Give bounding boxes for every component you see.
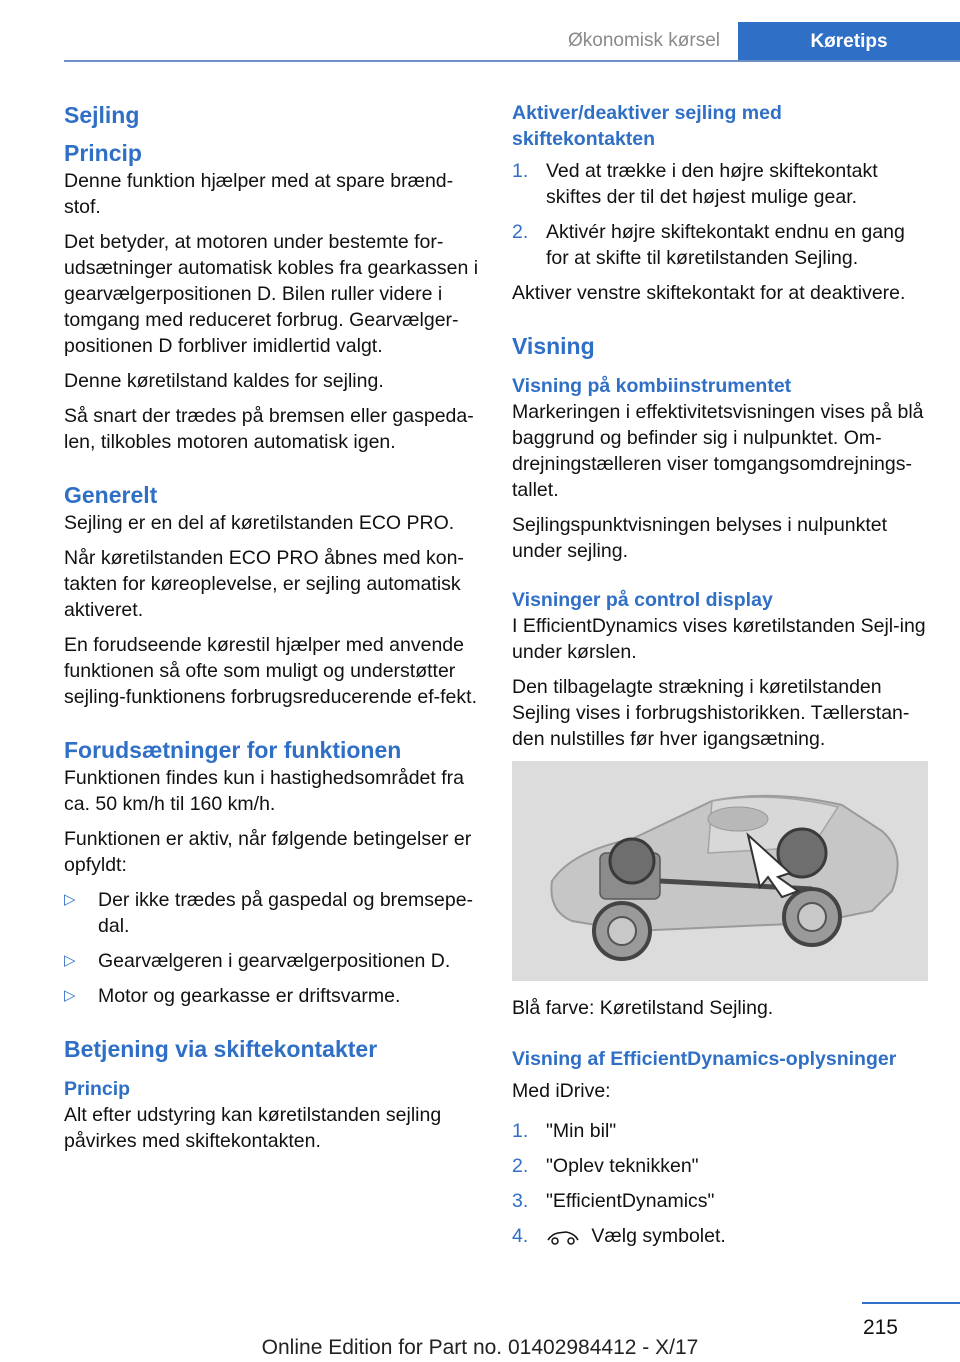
paragraph: Det betyder, at motoren under bestemte for-udsætninger automatisk kobles fra gearkassen i gearvælgerpositionen D. Bilen ruller videre i tomgang med reduceret forbrug. Gearvælger-positionen D forbliver imidlertid valgt. — [64, 231, 479, 357]
paragraph: Aktiver venstre skiftekontakt for at deaktivere. — [512, 282, 906, 304]
control-display-heading: Visninger på control display — [512, 589, 773, 611]
activation-steps — [512, 158, 928, 271]
paragraph: Alt efter udstyring kan køretilstanden sejling påvirkes med skiftekontakten. — [64, 1104, 442, 1152]
paragraph: Den tilbagelagte strækning i køretilstanden Sejling vises i forbrugshistorikken. Tællerstan-den nulstilles før hver igangsætning. — [512, 676, 910, 750]
list-item: 3. "EfficientDynamics" — [512, 1190, 715, 1212]
idrive-steps — [512, 1118, 928, 1249]
left-column — [64, 100, 480, 1163]
paragraph: Funktionen findes kun i hastighedsområdet fra ca. 50 km/h til 160 km/h. — [64, 767, 464, 815]
triangle-bullet-icon: ▷ — [64, 891, 76, 908]
page-header — [0, 0, 960, 62]
betjening-heading: Betjening via skiftekontakter — [64, 1036, 378, 1062]
section-title: Sejling — [64, 102, 140, 128]
edition-footer: Online Edition for Part no. 01402984412 - X/17 — [261, 1336, 699, 1359]
chapter-tab: Køretips — [738, 22, 960, 62]
paragraph: Funktionen er aktiv, når følgende betingelser er opfyldt: — [64, 828, 472, 876]
paragraph: Så snart der trædes på bremsen eller gaspeda-len, tilkobles motoren automatisk igen. — [64, 405, 474, 453]
footer-rule — [862, 1302, 960, 1304]
conditions-list — [64, 887, 480, 1009]
visning-heading: Visning — [512, 333, 595, 359]
header-rule — [64, 60, 960, 62]
kombi-heading: Visning på kombiinstrumentet — [512, 375, 792, 397]
list-item: ▷ Der ikke trædes på gaspedal og bremsepe-dal. — [64, 889, 474, 937]
paragraph: Med iDrive: — [512, 1080, 611, 1102]
efficientdynamics-heading: Visning af EfficientDynamics-oplysninger — [512, 1048, 897, 1070]
paragraph: Sejling er en del af køretilstanden ECO PRO. — [64, 512, 455, 534]
car-drivetrain-illustration — [512, 761, 928, 981]
triangle-bullet-icon: ▷ — [64, 952, 76, 969]
list-item: 1. "Min bil" — [512, 1120, 617, 1142]
page-number: 215 — [862, 1316, 898, 1339]
paragraph: En forudseende kørestil hjælper med anvende funktionen så ofte som muligt og understøtter sejling-funktionens forbrugsreducerende ef-fekt. — [64, 634, 477, 708]
forudsaetninger-heading: Forudsætninger for funktionen — [64, 737, 402, 763]
paragraph: Denne køretilstand kaldes for sejling. — [64, 370, 384, 392]
paragraph: I EfficientDynamics vises køretilstanden Sejl-ing under kørslen. — [512, 615, 926, 663]
list-item: 2. "Oplev teknikken" — [512, 1155, 699, 1177]
paragraph: Når køretilstanden ECO PRO åbnes med kon-takten for køreoplevelse, er sejling automatisk aktiveret. — [64, 547, 464, 621]
betjening-subheading: Princip — [64, 1078, 131, 1100]
right-column — [512, 100, 928, 1258]
list-item: 1. Ved at trække i den højre skiftekontakt skiftes der til det højest mulige gear. — [512, 160, 878, 208]
car-coasting-icon — [546, 1228, 580, 1246]
paragraph: Markeringen i effektivitetsvisningen vises på blå baggrund og befinder sig i nulpunktet. Om-drejningstælleren viser tomgangsomdrejnings-tallet. — [512, 401, 924, 501]
paragraph: Sejlingspunktvisningen belyses i nulpunktet under sejling. — [512, 514, 888, 562]
figure-caption: Blå farve: Køretilstand Sejling. — [512, 997, 774, 1019]
list-item: 2. Aktivér højre skiftekontakt endnu en gang for at skifte til køretilstanden Sejling. — [512, 221, 905, 269]
section-tab: Økonomisk kørsel — [567, 30, 720, 51]
aktiver-heading: Aktiver/deaktiver sejling med skiftekontakten — [512, 102, 782, 150]
list-item: ▷ Gearvælgeren i gearvælgerpositionen D. — [64, 950, 451, 972]
paragraph: Denne funktion hjælper med at spare brænd-stof. — [64, 170, 454, 218]
princip-heading: Princip — [64, 140, 142, 166]
list-item: 4. Vælg symbolet. — [512, 1225, 726, 1247]
generelt-heading: Generelt — [64, 482, 158, 508]
list-item: ▷ Motor og gearkasse er driftsvarme. — [64, 985, 401, 1007]
triangle-bullet-icon: ▷ — [64, 987, 76, 1004]
